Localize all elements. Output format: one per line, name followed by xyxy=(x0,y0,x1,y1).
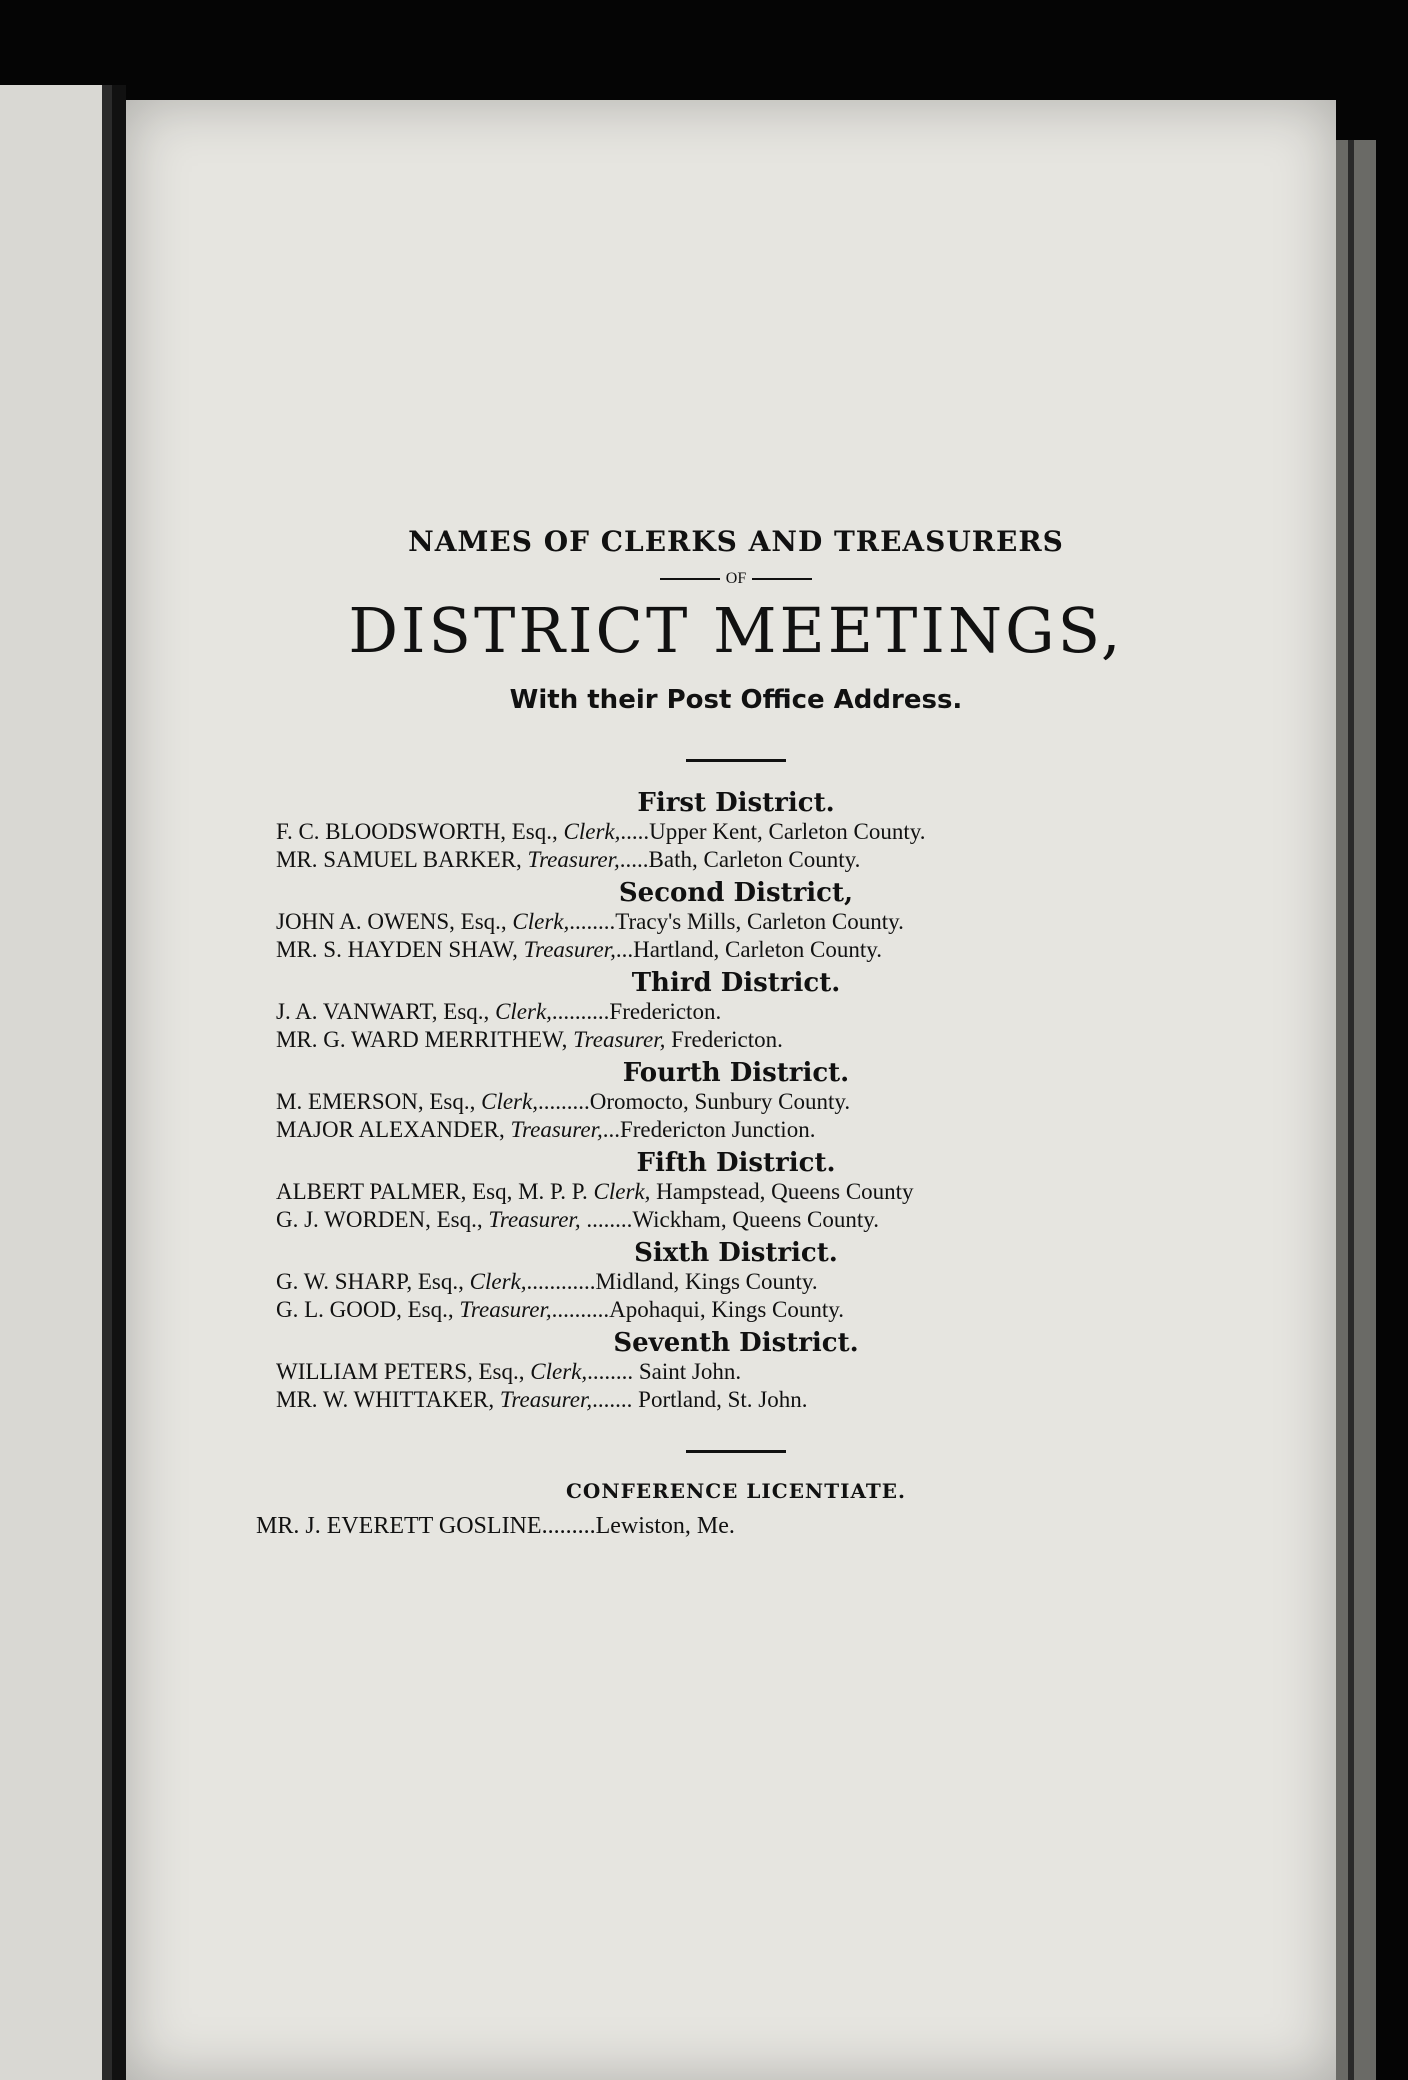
previous-page-edge xyxy=(0,85,112,2080)
entry-name: WILLIAM PETERS, Esq., xyxy=(276,1359,525,1384)
page-content xyxy=(186,415,1286,1540)
of-separator xyxy=(186,570,1286,588)
entry-dots: ..... xyxy=(620,819,650,844)
clerk-entry xyxy=(186,1268,1286,1296)
clerk-entry xyxy=(186,908,1286,936)
entry-address: Portland, St. John. xyxy=(638,1387,808,1412)
entry-dots: .......... xyxy=(551,999,610,1024)
treasurer-entry xyxy=(186,1296,1286,1324)
district-section xyxy=(186,878,1286,964)
page-title: DISTRICT MEETINGS, xyxy=(348,594,1124,667)
treasurer-entry xyxy=(186,1206,1286,1234)
district-heading: Sixth District. xyxy=(634,1238,838,1268)
entry-role: Clerk, xyxy=(593,1179,651,1204)
entry-role: Treasurer, xyxy=(488,1207,581,1232)
entry-name: JOHN A. OWENS, Esq., xyxy=(276,909,507,934)
treasurer-entry xyxy=(186,1026,1286,1054)
treasurer-entry xyxy=(186,1386,1286,1414)
entry-address: Midland, Kings County. xyxy=(595,1269,818,1294)
clerk-entry xyxy=(186,998,1286,1026)
entry-name: G. L. GOOD, Esq., xyxy=(276,1297,454,1322)
entry-dots: ......... xyxy=(537,1089,590,1114)
of-rule-left xyxy=(660,578,720,580)
entry-name: G. J. WORDEN, Esq., xyxy=(276,1207,483,1232)
entry-role: Clerk, xyxy=(563,819,621,844)
entry-role: Treasurer, xyxy=(527,847,620,872)
entry-role: Clerk, xyxy=(495,999,552,1024)
district-heading: Seventh District. xyxy=(613,1328,859,1358)
district-heading: Fourth District. xyxy=(622,1058,850,1088)
district-section xyxy=(186,1058,1286,1144)
district-heading: Second District, xyxy=(618,878,854,908)
entry-dots: ... xyxy=(615,937,634,962)
conference-heading: CONFERENCE LICENTIATE. xyxy=(566,1479,906,1503)
divider-rule xyxy=(686,759,786,762)
entry-dots: ....... xyxy=(592,1387,633,1412)
conference-entry xyxy=(186,1513,1286,1540)
clerk-entry xyxy=(186,818,1286,846)
entry-name: M. EMERSON, Esq., xyxy=(276,1089,476,1114)
district-heading: First District. xyxy=(637,788,835,818)
entry-address: Hampstead, Queens County xyxy=(656,1179,914,1204)
treasurer-entry xyxy=(186,846,1286,874)
entry-address: Fredericton Junction. xyxy=(619,1117,816,1142)
book-page xyxy=(126,100,1336,2080)
of-rule-right xyxy=(752,578,812,580)
entry-dots: ........ xyxy=(587,1359,634,1384)
entry-address: Oromocto, Sunbury County. xyxy=(589,1089,851,1114)
page-heading-line: NAMES OF CLERKS AND TREASURERS xyxy=(408,525,1064,558)
entry-dots: ........ xyxy=(569,909,616,934)
entry-name: MR. G. WARD MERRITHEW, xyxy=(276,1027,568,1052)
entry-role: Clerk, xyxy=(481,1089,538,1114)
entry-dots: ......... xyxy=(541,1513,596,1539)
entry-address: Wickham, Queens County. xyxy=(632,1207,880,1232)
divider-rule-lower xyxy=(686,1450,786,1453)
district-section xyxy=(186,1238,1286,1324)
clerk-entry xyxy=(186,1088,1286,1116)
entry-address: Lewiston, Me. xyxy=(595,1513,735,1539)
district-section xyxy=(186,1328,1286,1414)
entry-dots: ........ xyxy=(586,1207,633,1232)
entry-address: Saint John. xyxy=(638,1359,742,1384)
entry-role: Clerk, xyxy=(512,909,570,934)
entry-address: Fredericton. xyxy=(609,999,722,1024)
entry-dots: ............ xyxy=(526,1269,596,1294)
district-section xyxy=(186,968,1286,1054)
treasurer-entry xyxy=(186,936,1286,964)
entry-role: Treasurer, xyxy=(573,1027,666,1052)
entry-address: Upper Kent, Carleton County. xyxy=(649,819,926,844)
entry-name: MR. SAMUEL BARKER, xyxy=(276,847,522,872)
entry-name: MR. W. WHITTAKER, xyxy=(276,1387,495,1412)
entry-dots: ..... xyxy=(619,847,649,872)
entry-dots: .......... xyxy=(551,1297,610,1322)
book-page-edges xyxy=(1336,140,1376,2080)
entry-name: MR. S. HAYDEN SHAW, xyxy=(276,937,518,962)
clerk-entry xyxy=(186,1178,1286,1206)
page-subtitle: With their Post Office Address. xyxy=(509,685,963,715)
entry-address: Tracy's Mills, Carleton County. xyxy=(615,909,904,934)
entry-name: MAJOR ALEXANDER, xyxy=(276,1117,505,1142)
entry-role: Treasurer, xyxy=(459,1297,552,1322)
entry-name: F. C. BLOODSWORTH, Esq., xyxy=(276,819,558,844)
district-heading: Third District. xyxy=(631,968,841,998)
treasurer-entry xyxy=(186,1116,1286,1144)
entry-role: Clerk, xyxy=(530,1359,588,1384)
entry-role: Treasurer, xyxy=(523,937,616,962)
district-section xyxy=(186,1148,1286,1234)
entry-name: MR. J. EVERETT GOSLINE xyxy=(256,1513,542,1539)
clerk-entry xyxy=(186,1358,1286,1386)
entry-name: ALBERT PALMER, Esq, M. P. P. xyxy=(276,1179,588,1204)
entry-role: Treasurer, xyxy=(499,1387,593,1412)
district-heading: Fifth District. xyxy=(636,1148,836,1178)
entry-address: Fredericton. xyxy=(671,1027,783,1052)
entry-role: Treasurer, xyxy=(510,1117,603,1142)
entry-name: J. A. VANWART, Esq., xyxy=(276,999,490,1024)
book-gutter xyxy=(112,85,126,2080)
entry-role: Clerk, xyxy=(469,1269,527,1294)
entry-address: Bath, Carleton County. xyxy=(648,847,861,872)
district-section xyxy=(186,788,1286,874)
entry-name: G. W. SHARP, Esq., xyxy=(276,1269,464,1294)
district-list xyxy=(186,788,1286,1414)
entry-dots: ... xyxy=(602,1117,620,1142)
entry-address: Apohaqui, Kings County. xyxy=(609,1297,845,1322)
entry-address: Hartland, Carleton County. xyxy=(633,937,882,962)
of-word: OF xyxy=(725,570,747,587)
